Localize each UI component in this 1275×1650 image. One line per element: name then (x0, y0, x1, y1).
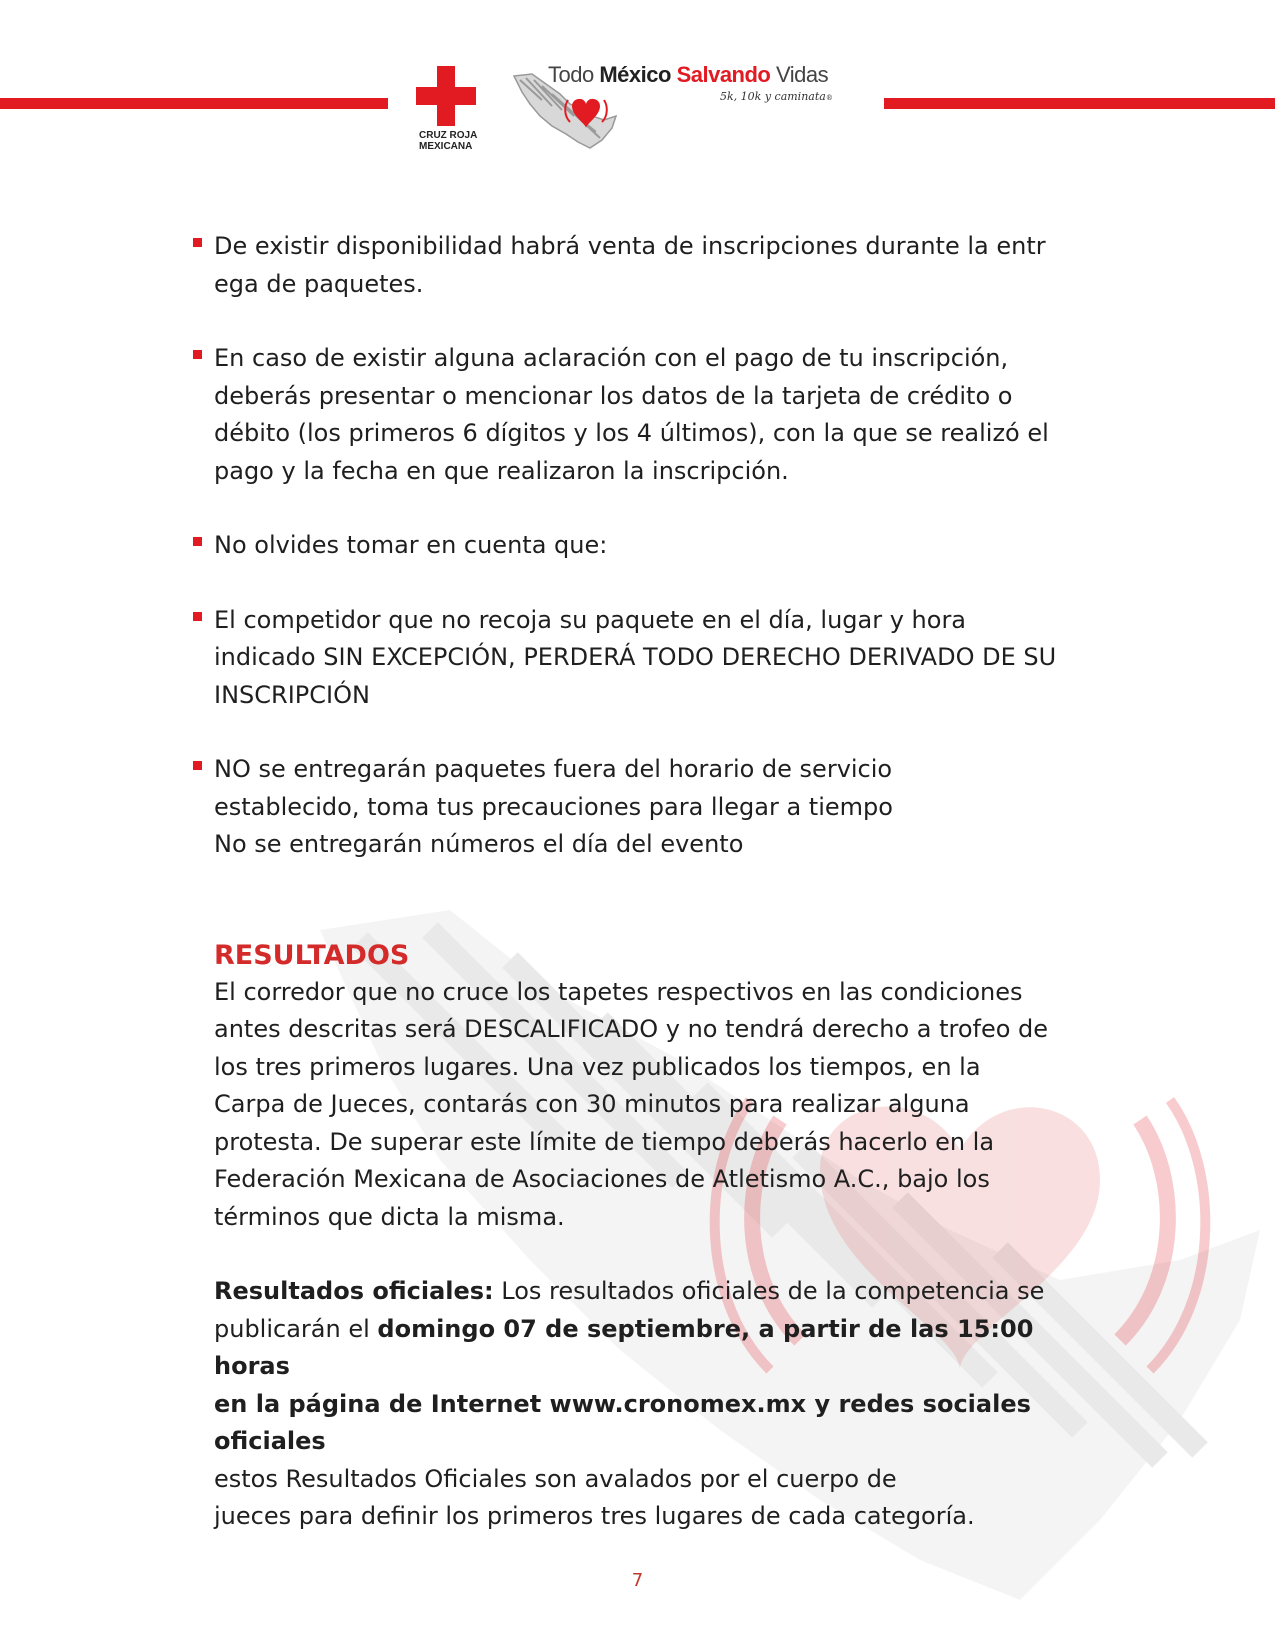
results-heading: RESULTADOS (214, 939, 410, 971)
bullet-item: El competidor que no recoja su paquete en el día, lugar y hora indicado SIN EXCEPCIÓN, PERDERÁ TODO DERECHO DERIVADO DE SU INSCRIPCIÓN (214, 602, 1114, 715)
event-logo (512, 62, 842, 152)
official-results-date: domingo 07 de septiembre, a partir de las 15:00 horas en la página de Internet www.cronomex.mx y redes sociales oficiales (214, 1314, 1034, 1455)
bullet-item: No olvides tomar en cuenta que: (214, 527, 1114, 565)
red-square-bullet-icon (193, 612, 202, 621)
red-square-bullet-icon (193, 761, 202, 770)
results-paragraph: El corredor que no cruce los tapetes respectivos en las condiciones antes descritas será DESCALIFICADO y no tendrá derecho a trofeo de los tres primeros lugares. Una vez publicados los tiempos, en la Carpa de Jueces, contarás con 30 minutos para realizar alguna protesta. De superar este límite de tiempo deberás hacerlo en la Federación Mexicana de Asociaciones de Atletismo A.C., bajo los términos que dicta la misma. (214, 977, 1049, 1231)
event-title: Todo México Salvando Vidas (548, 62, 829, 87)
document-body (214, 228, 1114, 1536)
red-square-bullet-icon (193, 350, 202, 359)
header-rule-left (0, 98, 388, 109)
bullet-item: En caso de existir alguna aclaración con el pago de tu inscripción, deberás presentar o mencionar los datos de la tarjeta de crédito o débito (los primeros 6 dígitos y los 4 últimos), con la que se realizó el pago y la fecha en que realizaron la inscripción. (214, 340, 1114, 490)
cruz-roja-logo (415, 66, 495, 156)
bullet-item: NO se entregarán paquetes fuera del horario de servicio establecido, toma tus precauciones para llegar a tiempo No se entregarán números el día del evento (214, 751, 1114, 864)
bullet-item: De existir disponibilidad habrá venta de inscripciones durante la entr ega de paquetes. (214, 228, 1114, 303)
red-square-bullet-icon (193, 238, 202, 247)
official-results-label: Resultados oficiales: (214, 1277, 494, 1305)
cruz-roja-logo-text: CRUZ ROJA MEXICANA (419, 130, 478, 152)
header-rule-right (884, 98, 1275, 109)
event-subtitle: 5k, 10k y caminata® (720, 90, 833, 103)
page-number: 7 (631, 1570, 644, 1591)
red-square-bullet-icon (193, 537, 202, 546)
official-results-paragraph: Resultados oficiales: Los resultados oficiales de la competencia se publicarán el domingo 07 de septiembre, a partir de las 15:00 horas en la página de Internet www.cronomex.mx y redes sociales oficiales estos Resultados Oficiales son avalados por el cuerpo de jueces para definir los primeros tres lugares de cada categoría. (214, 1277, 1045, 1530)
